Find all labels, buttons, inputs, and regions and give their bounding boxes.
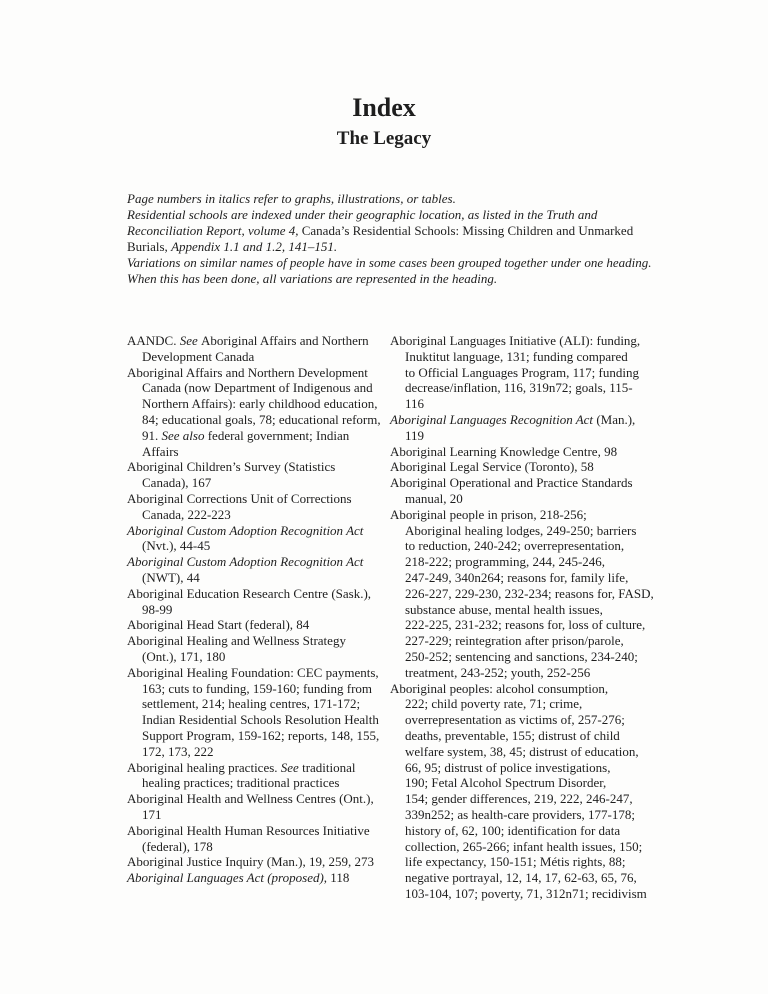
index-entry-line xyxy=(390,365,651,381)
preamble-line xyxy=(127,255,652,271)
index-entry-line xyxy=(390,570,651,586)
text: Indian Residential Schools Resolution Health xyxy=(142,712,379,728)
index-entry-line xyxy=(127,617,379,633)
text: collection, 265-266; infant health issues, 150; xyxy=(405,838,643,854)
index-entry-line xyxy=(127,870,379,886)
text: 222-225, 231-232; reasons for, loss of culture, xyxy=(405,617,646,633)
text: Aboriginal healing lodges, 249-250; barriers xyxy=(405,522,637,538)
index-entry-line xyxy=(390,507,651,523)
text: manual, 20 xyxy=(405,490,463,506)
index-entry-line xyxy=(390,491,651,507)
index-entry-line xyxy=(127,538,379,554)
text: decrease/inflation, 116, 319n72; goals, 115- xyxy=(405,380,633,396)
index-entry-line xyxy=(390,728,651,744)
text: 103-104, 107; poverty, 71, 312n71; recidivism xyxy=(405,885,647,901)
index-entry-line xyxy=(390,602,651,618)
text: Aboriginal Operational and Practice Standards xyxy=(390,475,633,491)
text: Aboriginal Justice Inquiry (Man.), 19, 259, 273 xyxy=(127,854,374,870)
text: (NWT), 44 xyxy=(142,569,200,585)
index-entry xyxy=(127,491,379,523)
text: Aboriginal Head Start (federal), 84 xyxy=(127,617,310,633)
text: treatment, 243-252; youth, 252-256 xyxy=(405,664,591,680)
text: welfare system, 38, 45; distrust of education, xyxy=(405,743,639,759)
index-column-right xyxy=(390,333,654,902)
index-entry-line xyxy=(390,854,651,870)
text: 119 xyxy=(405,427,425,443)
index-entry-line xyxy=(127,696,379,712)
index-entry xyxy=(127,633,379,665)
index-entry-line xyxy=(390,396,651,412)
index-entry-line xyxy=(390,412,651,428)
text: 91. xyxy=(142,427,162,443)
text: Development Canada xyxy=(142,348,255,364)
index-entry-line xyxy=(127,412,379,428)
index-entry xyxy=(127,617,379,633)
index-entry-line xyxy=(390,775,651,791)
index-entry-line xyxy=(127,744,379,760)
text: healing practices; traditional practices xyxy=(142,775,340,791)
index-entry-line xyxy=(390,380,651,396)
index-entry-line xyxy=(390,839,651,855)
text: 116 xyxy=(405,396,425,412)
index-entry-line xyxy=(390,459,651,475)
index-entry-line xyxy=(127,791,379,807)
text: AANDC. xyxy=(127,333,180,348)
text: Aboriginal Education Research Centre (Sask.), xyxy=(127,585,372,601)
index-entry-line xyxy=(127,586,379,602)
text: Aboriginal Health and Wellness Centres (Ont.), xyxy=(127,791,374,807)
preamble-line xyxy=(127,223,652,239)
index-entry xyxy=(390,459,651,475)
index-entry xyxy=(127,823,379,855)
index-entry xyxy=(127,665,379,760)
preamble-line xyxy=(127,207,652,223)
text: 250-252; sentencing and sanctions, 234-240; xyxy=(405,648,638,664)
text: Canada (now Department of Indigenous and xyxy=(142,380,373,396)
index-entry-line xyxy=(127,380,379,396)
index-entry-line xyxy=(127,507,379,523)
text: Affairs xyxy=(142,443,179,459)
index-entry-line xyxy=(127,475,379,491)
text: 218-222; programming, 244, 245-246, xyxy=(405,554,606,570)
index-entry xyxy=(127,854,379,870)
text: Canada), 167 xyxy=(142,475,212,491)
text: life expectancy, 150-151; Métis rights, 88; xyxy=(405,854,626,870)
italic-text: Residential schools are indexed under their geographic location, as listed in the Truth and xyxy=(127,207,598,222)
index-entry-line xyxy=(390,475,651,491)
text: Aboriginal Languages Initiative (ALI): funding, xyxy=(390,333,641,348)
index-entry-line xyxy=(390,681,651,697)
text: 154; gender differences, 219, 222, 246-247, xyxy=(405,791,633,807)
italic-text: Aboriginal Languages Recognition Act xyxy=(390,411,597,427)
index-entry-line xyxy=(127,365,379,381)
index-entry-line xyxy=(390,585,654,602)
italic-text: Aboriginal Custom Adoption Recognition Act xyxy=(127,522,364,538)
index-entry xyxy=(390,506,654,681)
index-entry-line xyxy=(390,523,651,539)
text: , 118 xyxy=(323,870,350,886)
text: settlement, 214; healing centres, 171-172; xyxy=(142,696,361,712)
index-entry-line xyxy=(390,428,651,444)
text: Canada, 222-223 xyxy=(142,506,231,522)
index-entry-line xyxy=(390,333,651,349)
text: Aboriginal Children’s Survey (Statistics xyxy=(127,459,336,475)
text: 227-229; reintegration after prison/parole, xyxy=(405,633,624,649)
index-entry xyxy=(390,412,651,444)
text: Burials, xyxy=(127,239,172,254)
text: Aboriginal Health Human Resources Initiative xyxy=(127,822,370,838)
index-entry-line xyxy=(127,823,379,839)
text: Aboriginal Healing and Wellness Strategy xyxy=(127,633,346,649)
index-entry-line xyxy=(127,665,379,681)
page-subtitle: The Legacy xyxy=(336,128,432,149)
text: substance abuse, mental health issues, xyxy=(405,601,603,617)
index-entry-line xyxy=(127,839,379,855)
text: Canada’s Residential Schools: Missing Children and Unmarked xyxy=(301,223,634,238)
text: Inuktitut language, 131; funding compared xyxy=(405,348,628,364)
preamble-line xyxy=(127,239,652,255)
index-entry xyxy=(390,333,651,412)
text: Aboriginal Corrections Unit of Corrections xyxy=(127,490,352,506)
index-preamble xyxy=(127,191,652,287)
text: overrepresentation as victims of, 257-276; xyxy=(405,712,625,728)
text: 172, 173, 222 xyxy=(142,743,214,759)
index-entry xyxy=(127,554,379,586)
index-entry-line xyxy=(390,823,651,839)
text: Aboriginal healing practices. xyxy=(127,759,281,775)
text: Support Program, 159-162; reports, 148, 155, xyxy=(142,727,380,743)
index-entry-line xyxy=(127,570,379,586)
index-entry xyxy=(127,791,379,823)
text: 222; child poverty rate, 71; crime, xyxy=(405,696,583,712)
index-entry-line xyxy=(127,396,379,412)
italic-text: When this has been done, all variations are represented in the heading. xyxy=(127,271,498,286)
index-entry xyxy=(127,870,379,886)
index-entry-line xyxy=(390,886,651,902)
index-entry-line xyxy=(127,681,379,697)
text: Aboriginal Affairs and Northern Development xyxy=(127,364,368,380)
index-entry xyxy=(390,444,651,460)
text: federal government; Indian xyxy=(207,427,350,443)
text: history of, 62, 100; identification for data xyxy=(405,822,621,838)
text: 171 xyxy=(142,806,162,822)
index-entry xyxy=(390,475,651,507)
index-entry-line xyxy=(127,649,379,665)
index-entry-line xyxy=(127,444,379,460)
italic-text: See xyxy=(280,759,303,775)
text: 226-227, 229-230, 232-234; reasons for, FASD, xyxy=(405,585,654,601)
text: Aboriginal Healing Foundation: CEC payments, xyxy=(127,664,379,680)
index-entry xyxy=(127,523,379,555)
italic-text: Page numbers in italics refer to graphs, illustrations, or tables. xyxy=(127,191,456,206)
preamble-line xyxy=(127,271,652,287)
index-entry xyxy=(127,760,379,792)
italic-text: See xyxy=(179,333,202,348)
index-entry-line xyxy=(127,760,379,776)
index-entry-line xyxy=(390,712,651,728)
index-entry xyxy=(390,681,651,902)
index-entry-line xyxy=(390,649,651,665)
index-entry-line xyxy=(127,728,379,744)
index-entry-line xyxy=(127,854,379,870)
index-entry-line xyxy=(127,491,379,507)
text: 247-249, 340n264; reasons for, family life, xyxy=(405,569,629,585)
index-entry-line xyxy=(390,349,651,365)
text: (Nvt.), 44-45 xyxy=(142,538,211,554)
index-entry-line xyxy=(390,791,651,807)
text: (federal), 178 xyxy=(142,838,213,854)
italic-text: Aboriginal Languages Act (proposed) xyxy=(127,870,324,886)
index-entry-line xyxy=(127,459,379,475)
text: (Ont.), 171, 180 xyxy=(142,648,226,664)
index-entry-line xyxy=(390,538,651,554)
preamble-line xyxy=(127,191,652,207)
index-entry-line xyxy=(390,744,651,760)
index-entry-line xyxy=(390,870,651,886)
index-entry-line xyxy=(390,696,651,712)
index-entry xyxy=(127,459,379,491)
italic-text: Aboriginal Custom Adoption Recognition Act xyxy=(127,554,364,570)
index-entry-line xyxy=(390,554,651,570)
index-entry-line xyxy=(127,554,379,570)
index-entry-line xyxy=(390,665,651,681)
index-entry-line xyxy=(390,633,651,649)
text: 339n252; as health-care providers, 177-178; xyxy=(405,806,635,822)
text: Aboriginal Legal Service (Toronto), 58 xyxy=(390,459,594,475)
text: Aboriginal Affairs and Northern xyxy=(201,333,369,348)
text: deaths, preventable, 155; distrust of child xyxy=(405,727,620,743)
index-entry xyxy=(127,365,379,460)
italic-text: Reconciliation Report, volume 4, xyxy=(127,223,302,238)
text: negative portrayal, 12, 14, 17, 62-63, 65, 76, xyxy=(405,870,637,886)
index-entry-line xyxy=(127,633,379,649)
text: 163; cuts to funding, 159-160; funding from xyxy=(142,680,373,696)
index-entry-line xyxy=(127,333,379,349)
text: traditional xyxy=(302,759,356,775)
italic-text: Variations on similar names of people have in some cases been grouped together under one heading. xyxy=(127,255,652,270)
text: Aboriginal peoples: alcohol consumption, xyxy=(390,680,609,696)
index-entry-line xyxy=(390,760,651,776)
italic-text: Appendix 1.1 and 1.2, 141–151. xyxy=(171,239,338,254)
text: to reduction, 240-242; overrepresentation, xyxy=(405,538,625,554)
index-entry-line xyxy=(127,712,379,728)
index-entry-line xyxy=(127,807,379,823)
text: (Man.), xyxy=(596,411,636,427)
text: 190; Fetal Alcohol Spectrum Disorder, xyxy=(405,775,607,791)
text: 66, 95; distrust of police investigations, xyxy=(405,759,611,775)
index-column-left xyxy=(127,333,379,886)
text: Aboriginal Learning Knowledge Centre, 98 xyxy=(390,443,618,459)
text: 98-99 xyxy=(142,601,173,617)
text: Aboriginal people in prison, 218-256; xyxy=(390,506,587,522)
text: 84; educational goals, 78; educational reform, xyxy=(142,411,381,427)
page-title: Index xyxy=(352,93,416,122)
index-entry-line xyxy=(127,349,379,365)
index-entry-line xyxy=(390,444,651,460)
index-entry-line xyxy=(390,617,651,633)
italic-text: See also xyxy=(161,427,208,443)
index-entry-line xyxy=(127,428,379,444)
index-entry-line xyxy=(390,807,651,823)
text: Northern Affairs): early childhood education, xyxy=(142,396,378,412)
index-entry-line xyxy=(127,775,379,791)
index-entry xyxy=(127,586,379,618)
index-entry-line xyxy=(127,602,379,618)
index-entry xyxy=(127,333,379,365)
text: to Official Languages Program, 117; funding xyxy=(405,364,639,380)
index-entry-line xyxy=(127,523,379,539)
